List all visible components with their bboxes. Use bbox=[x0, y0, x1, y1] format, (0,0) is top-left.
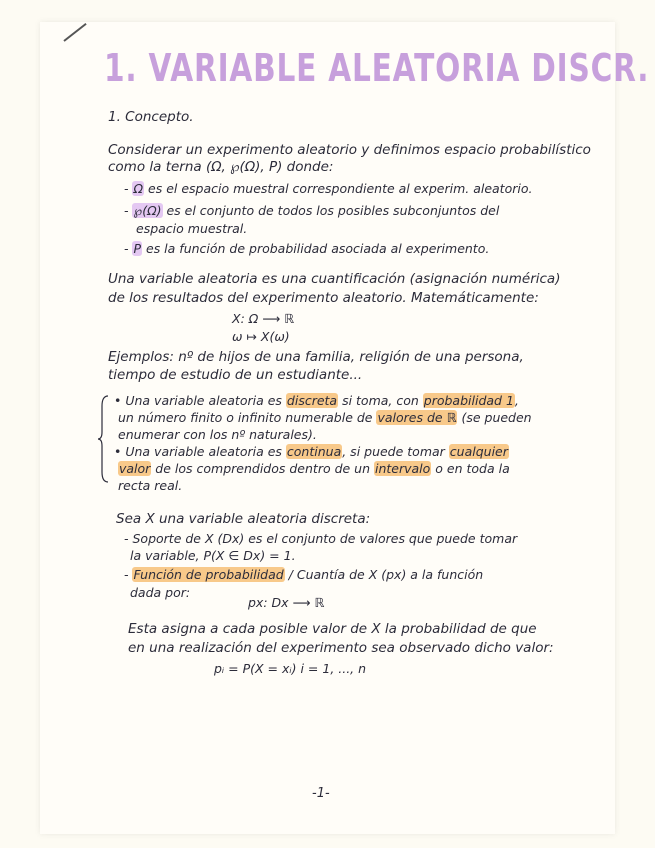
intro-line-1: Considerar un experimento aleatorio y definimos espacio probabilístico bbox=[108, 142, 591, 158]
va-def-line-1: Una variable aleatoria es una cuantificación (asignación numérica) bbox=[108, 271, 561, 287]
intro-line-2: como la terna (Ω, ℘(Ω), P) donde: bbox=[108, 159, 334, 175]
continuous-highlight: continua bbox=[286, 444, 342, 459]
funcion-highlight: Función de probabilidad bbox=[133, 567, 284, 582]
page-number: -1- bbox=[312, 786, 330, 801]
funcion-line-1 bbox=[124, 568, 483, 582]
p-highlight: P bbox=[133, 241, 142, 256]
funcion-line-2: dada por: bbox=[130, 585, 191, 600]
sea-x-line: Sea X una variable aleatoria discreta: bbox=[116, 511, 371, 527]
probability-formula: pᵢ = P(X = xᵢ) i = 1, ..., n bbox=[214, 661, 367, 676]
section-heading: 1. Concepto. bbox=[108, 109, 194, 125]
curly-brace bbox=[98, 394, 110, 484]
examples-line-1: Ejemplos: nº de hijos de una familia, religión de una persona, bbox=[108, 349, 524, 365]
values-highlight: valores de ℝ bbox=[377, 410, 457, 425]
discrete-line-3: enumerar con los nº naturales). bbox=[118, 427, 317, 442]
discrete-text-2c: (se pueden bbox=[457, 410, 532, 425]
continuous-line-1 bbox=[114, 445, 509, 459]
page-title: 1. VARIABLE ALEATORIA DISCR. bbox=[104, 46, 650, 90]
discrete-text-2a: un número finito o infinito numerable de bbox=[118, 410, 377, 425]
soporte-line-1: - Soporte de X (Dx) es el conjunto de valores que puede tomar bbox=[124, 531, 518, 546]
bullet-powerset: - ℘(Ω) es el conjunto de todos los posibles subconjuntos del bbox=[124, 203, 500, 218]
continuous-text-a: • Una variable aleatoria es bbox=[114, 444, 286, 459]
va-def-line-2: de los resultados del experimento aleatorio. Matemáticamente: bbox=[108, 290, 539, 306]
powerset-highlight: ℘(Ω) bbox=[133, 203, 162, 218]
examples-line-2: tiempo de estudio de un estudiante... bbox=[108, 367, 363, 383]
bullet-powerset-cont: espacio muestral. bbox=[136, 221, 248, 236]
continuous-line-3: recta real. bbox=[118, 478, 183, 493]
continuous-text-2b: de los comprendidos dentro de un bbox=[151, 461, 374, 476]
funcion-text-c: / Cuantía de X (px) a la función bbox=[284, 567, 484, 582]
bullet-omega: - Ω es el espacio muestral correspondiente al experim. aleatorio. bbox=[124, 181, 533, 196]
bullet-p-text: es la función de probabilidad asociada al experimento. bbox=[142, 241, 490, 256]
bullet-omega-text: es el espacio muestral correspondiente al experim. aleatorio. bbox=[144, 181, 533, 196]
discrete-text-e: , bbox=[514, 393, 519, 408]
probability-highlight: probabilidad 1 bbox=[423, 393, 514, 408]
soporte-line-2: la variable, P(X ∈ Dx) = 1. bbox=[130, 548, 296, 563]
value-highlight: valor bbox=[119, 461, 151, 476]
asigna-line-2: en una realización del experimento sea observado dicho valor: bbox=[128, 640, 554, 656]
interval-highlight: intervalo bbox=[375, 461, 431, 476]
continuous-line-2 bbox=[118, 462, 510, 476]
funcion-mapping: px: Dx ⟶ ℝ bbox=[248, 595, 325, 610]
asigna-line-1: Esta asigna a cada posible valor de X la probabilidad de que bbox=[128, 621, 537, 637]
mapping-line-2: ω ↦ X(ω) bbox=[232, 329, 290, 344]
omega-highlight: Ω bbox=[133, 181, 144, 196]
discrete-line-2 bbox=[118, 411, 532, 425]
discrete-text-a: • Una variable aleatoria es bbox=[114, 393, 286, 408]
mapping-line-1: X: Ω ⟶ ℝ bbox=[232, 311, 295, 326]
discrete-highlight: discreta bbox=[286, 393, 338, 408]
discrete-line-1 bbox=[114, 394, 519, 408]
funcion-dash: - bbox=[124, 567, 133, 582]
bullet-powerset-text: es el conjunto de todos los posibles subconjuntos del bbox=[162, 203, 500, 218]
continuous-text-c: , si puede tomar bbox=[342, 444, 449, 459]
continuous-text-2d: o en toda la bbox=[431, 461, 510, 476]
bullet-p: - P es la función de probabilidad asociada al experimento. bbox=[124, 241, 490, 256]
any-highlight: cualquier bbox=[449, 444, 508, 459]
discrete-text-c: si toma, con bbox=[338, 393, 423, 408]
